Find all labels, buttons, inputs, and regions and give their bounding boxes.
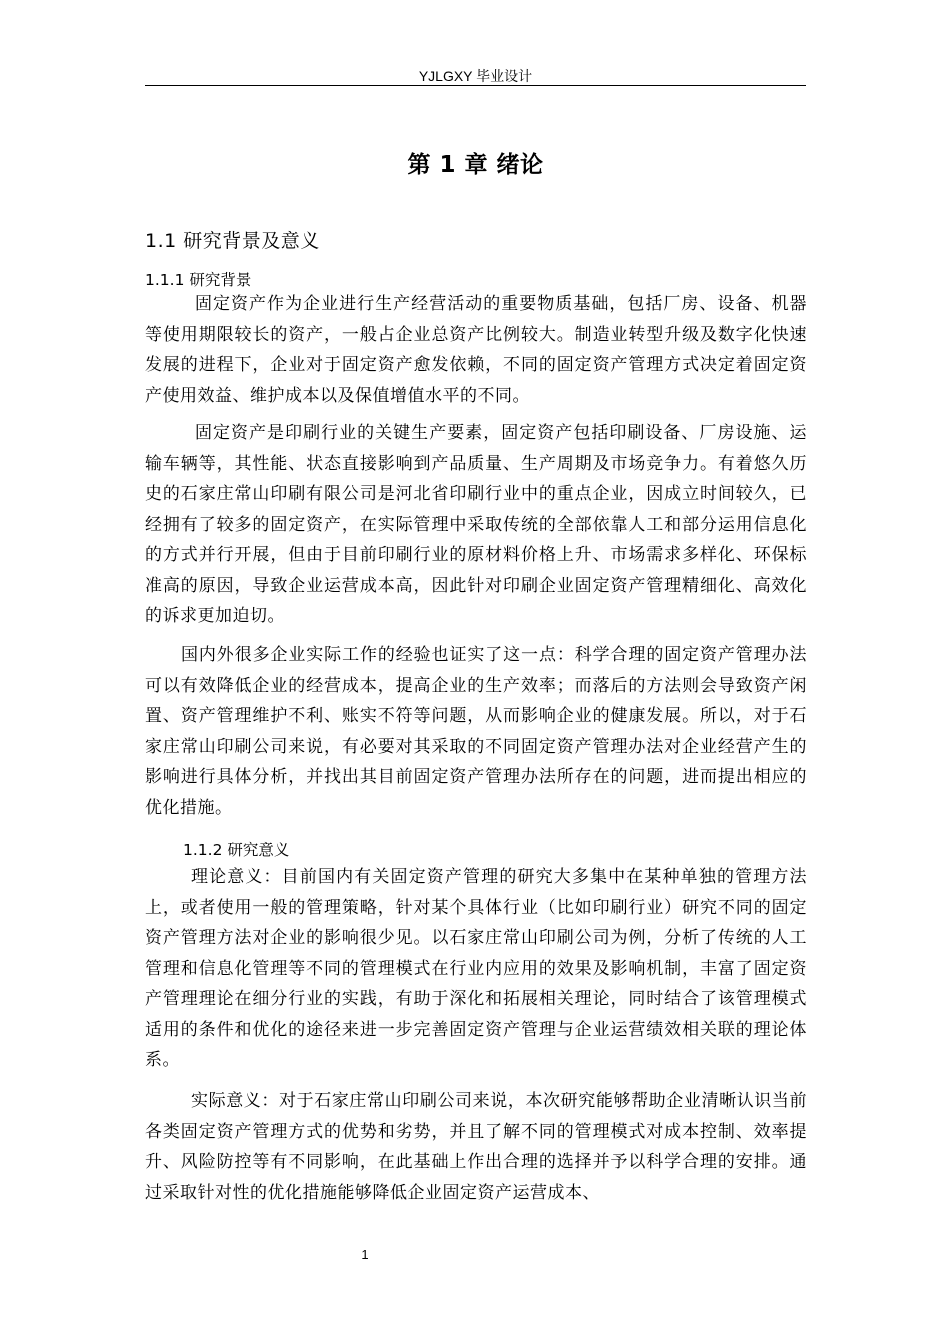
chapter-title: 第 1 章 绪论 bbox=[407, 152, 544, 178]
running-header: YJLGXY 毕业设计 bbox=[418, 68, 533, 84]
paragraph: 理论意义：目前国内有关固定资产管理的研究大多集中在某种单独的管理方法上，或者使用一般的管理策略，针对某个具体行业（比如印刷行业）研究不同的固定资产管理方法对企业的影响很少见。以石家庄常山印刷公司为例，分析了传统的人工管理和信息化管理等不同的管理模式在行业内应用的效果及影响机制，丰富了固定资产管理理论在细分行业的实践，有助于深化和拓展相关理论，同时结合了该管理模式适用的条件和优化的途径来进一步完善固定资产管理与企业运营绩效相关联的理论体系。 bbox=[145, 867, 807, 1070]
section-heading: 1.1 研究背景及意义 bbox=[145, 230, 320, 252]
subsection-heading-significance: 1.1.2 研究意义 bbox=[183, 841, 290, 859]
paragraph: 国内外很多企业实际工作的经验也证实了这一点：科学合理的固定资产管理办法可以有效降低企业的经营成本，提高企业的生产效率；而落后的方法则会导致资产闲置、资产管理维护不利、账实不符等问题，从而影响企业的健康发展。所以，对于石家庄常山印刷公司来说，有必要对其采取的不同固定资产管理办法对企业经营产生的影响进行具体分析，并找出其目前固定资产管理办法所存在的问题，进而提出相应的优化措施。 bbox=[145, 645, 807, 818]
paragraph: 固定资产作为企业进行生产经营活动的重要物质基础，包括厂房、设备、机器等使用期限较长的资产，一般占企业总资产比例较大。制造业转型升级及数字化快速发展的进程下，企业对于固定资产愈发依赖，不同的固定资产管理方式决定着固定资产使用效益、维护成本以及保值增值水平的不同。 bbox=[145, 294, 807, 406]
page-number: 1 bbox=[361, 1247, 369, 1262]
paragraph: 实际意义：对于石家庄常山印刷公司来说，本次研究能够帮助企业清晰认识当前各类固定资产管理方式的优势和劣势，并且了解不同的管理模式对成本控制、效率提升、风险防控等有不同影响，在此基础上作出合理的选择并予以科学合理的安排。通过采取针对性的优化措施能够降低企业固定资产运营成本、 bbox=[145, 1091, 807, 1203]
header-rule bbox=[145, 85, 806, 86]
subsection-heading-background: 1.1.1 研究背景 bbox=[145, 271, 252, 289]
paragraph: 固定资产是印刷行业的关键生产要素，固定资产包括印刷设备、厂房设施、运输车辆等，其性能、状态直接影响到产品质量、生产周期及市场竞争力。有着悠久历史的石家庄常山印刷有限公司是河北省印刷行业中的重点企业，因成立时间较久，已经拥有了较多的固定资产，在实际管理中采取传统的全部依靠人工和部分运用信息化的方式并行开展，但由于目前印刷行业的原材料价格上升、市场需求多样化、环保标准高的原因，导致企业运营成本高，因此针对印刷企业固定资产管理精细化、高效化的诉求更加迫切。 bbox=[145, 423, 807, 626]
